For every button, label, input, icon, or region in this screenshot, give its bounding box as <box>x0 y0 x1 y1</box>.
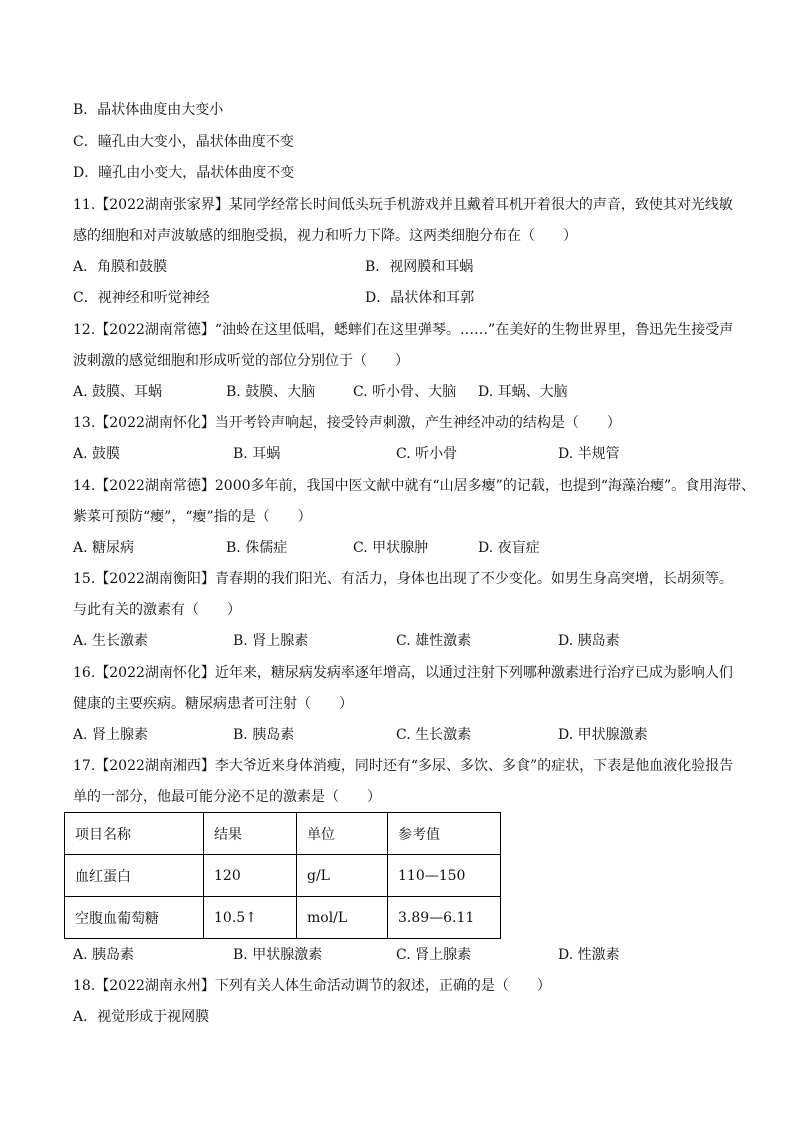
table-header-row <box>65 813 501 855</box>
q16-option-a: A. 肾上腺素 <box>73 727 149 743</box>
q13-option-b: B. 耳蜗 <box>233 446 281 462</box>
q11-options <box>73 258 753 276</box>
q16-option-d: D. 甲状腺激素 <box>558 727 648 743</box>
q17-option-c: C. 肾上腺素 <box>396 947 472 963</box>
table-cell: 空腹血葡萄糖 <box>65 897 204 939</box>
q13-option-c: C. 听小骨 <box>396 446 458 462</box>
table-cell: g/L <box>297 855 388 897</box>
q16-options <box>73 726 753 744</box>
q13-option-d: D. 半规管 <box>558 446 620 462</box>
table-header-cell: 参考值 <box>388 813 501 855</box>
q18-option-a: A．视觉形成于视网膜 <box>73 1009 210 1025</box>
q15-stem-line1: 15.【2022湖南衡阳】青春期的我们阳光、有活力，身体也出现了不少变化。如男生身高突增，长胡须等。 <box>73 571 733 587</box>
q17-stem-line2: 单的一部分，他最可能分泌不足的激素是（ ） <box>73 789 381 805</box>
q17-options <box>73 946 753 964</box>
q10-option-d: D．瞳孔由小变大，晶状体曲度不变 <box>73 165 295 181</box>
q15-option-c: C. 雄性激素 <box>396 633 472 649</box>
table-header-cell: 结果 <box>204 813 297 855</box>
q11-option-c: C．视神经和听觉神经 <box>73 290 210 306</box>
table-header-cell: 项目名称 <box>65 813 204 855</box>
q11-stem-line1: 11.【2022湖南张家界】某同学经常长时间低头玩手机游戏并且戴着耳机开着很大的声音，致使其对光线敏 <box>73 197 733 213</box>
q14-option-a: A. 糖尿病 <box>73 540 135 556</box>
q17-option-a: A. 胰岛素 <box>73 947 135 963</box>
q11-option-a: A．角膜和鼓膜 <box>73 259 168 275</box>
q12-option-c: C. 听小骨、大脑 <box>353 384 457 400</box>
q16-option-c: C. 生长激素 <box>396 727 472 743</box>
q11-stem-line2: 感的细胞和对声波敏感的细胞受损，视力和听力下降。这两类细胞分布在（ ） <box>73 228 577 244</box>
q15-stem-line2: 与此有关的激素有（ ） <box>73 602 241 618</box>
q15-option-b: B. 肾上腺素 <box>233 633 309 649</box>
table-cell: 血红蛋白 <box>65 855 204 897</box>
q10-option-c: C．瞳孔由大变小，晶状体曲度不变 <box>73 134 294 150</box>
q11-option-d: D．晶状体和耳郭 <box>365 290 475 306</box>
q16-stem-line2: 健康的主要疾病。糖尿病患者可注射（ ） <box>73 696 353 712</box>
q13-options <box>73 445 753 463</box>
q14-option-d: D. 夜盲症 <box>478 540 540 556</box>
q13-stem: 13.【2022湖南怀化】当开考铃声响起，接受铃声刺激，产生神经冲动的结构是（ ） <box>73 415 621 431</box>
q12-option-b: B. 鼓膜、大脑 <box>226 384 316 400</box>
q17-stem-line1: 17.【2022湖南湘西】李大爷近来身体消瘦，同时还有“多尿、多饮、多食”的症状，下表是他血液化验报告 <box>73 758 734 774</box>
q16-option-b: B. 胰岛素 <box>233 727 295 743</box>
table-cell: 110—150 <box>388 855 501 897</box>
table-cell: mol/L <box>297 897 388 939</box>
q12-option-a: A. 鼓膜、耳蜗 <box>73 384 163 400</box>
q14-stem-line1: 14.【2022湖南常德】2000多年前，我国中医文献中就有“山居多瘿”的记载，也提到“海藻治瘿”。食用海带、 <box>73 478 756 494</box>
q10-option-b: B．晶状体曲度由大变小 <box>73 102 224 118</box>
table-row <box>65 897 501 939</box>
q11-option-b: B．视网膜和耳蜗 <box>365 259 474 275</box>
table-cell: 3.89—6.11 <box>388 897 501 939</box>
q14-stem-line2: 紫菜可预防“瘿”，“瘿”指的是（ ） <box>73 509 312 525</box>
q18-stem: 18.【2022湖南永州】下列有关人体生命活动调节的叙述，正确的是（ ） <box>73 978 551 994</box>
q17-option-b: B. 甲状腺激素 <box>233 947 323 963</box>
q15-option-d: D. 胰岛素 <box>558 633 620 649</box>
q11-options-row2 <box>73 289 753 307</box>
q12-option-d: D. 耳蜗、大脑 <box>478 384 568 400</box>
q12-stem-line2: 波刺激的感觉细胞和形成听觉的部位分别位于（ ） <box>73 353 409 369</box>
q14-option-c: C. 甲状腺肿 <box>353 540 429 556</box>
table-cell: 10.5↑ <box>204 897 297 939</box>
q12-stem-line1: 12.【2022湖南常德】“油蛉在这里低唱，蟋蟀们在这里弹琴。……”在美好的生物世界里，鲁迅先生接受声 <box>73 322 734 338</box>
q14-option-b: B. 侏儒症 <box>226 540 288 556</box>
q14-options <box>73 539 753 557</box>
table-cell: 120 <box>204 855 297 897</box>
q15-options <box>73 632 753 650</box>
blood-test-table <box>64 812 501 939</box>
q17-option-d: D. 性激素 <box>558 947 620 963</box>
table-row <box>65 855 501 897</box>
q16-stem-line1: 16.【2022湖南怀化】近年来，糖尿病发病率逐年增高，以通过注射下列哪种激素进行治疗已成为影响人们 <box>73 665 733 681</box>
table-header-cell: 单位 <box>297 813 388 855</box>
q15-option-a: A. 生长激素 <box>73 633 149 649</box>
q12-options <box>73 383 753 401</box>
q13-option-a: A. 鼓膜 <box>73 446 121 462</box>
